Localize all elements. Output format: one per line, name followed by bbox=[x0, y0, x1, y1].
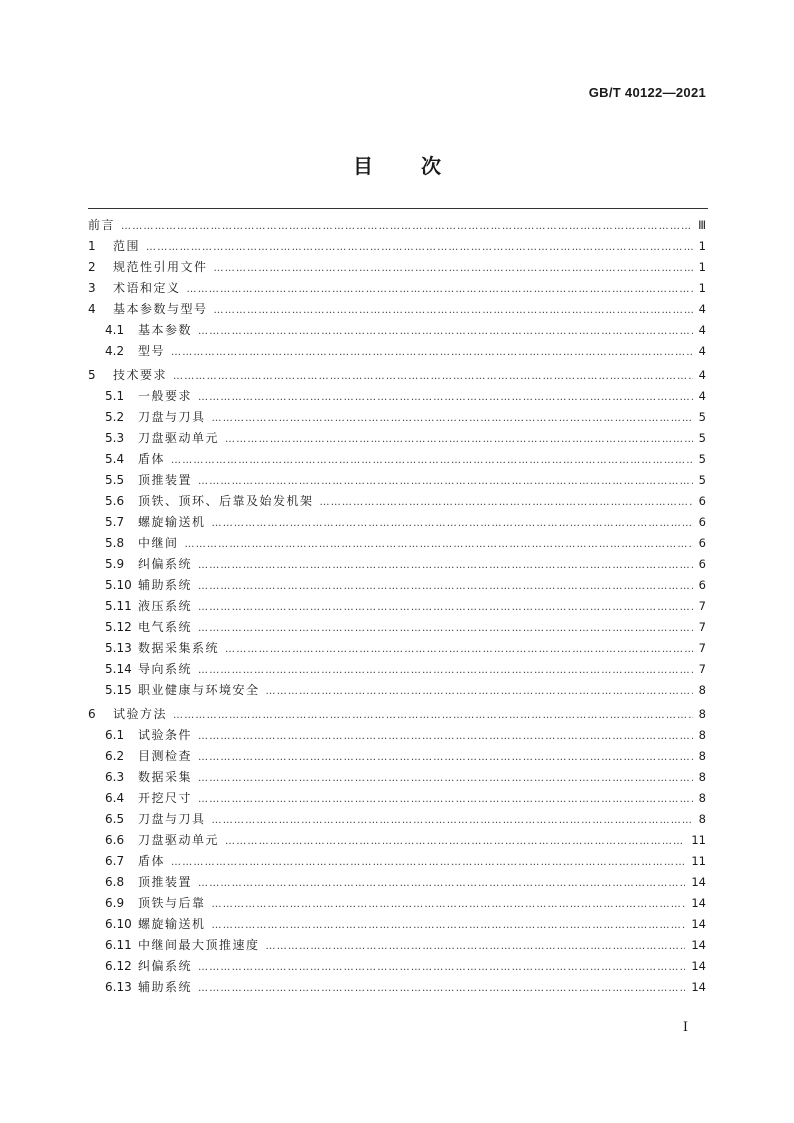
toc-entry-page: 4 bbox=[698, 389, 706, 403]
toc-entry-number: 5.2 bbox=[105, 410, 125, 424]
toc-entry-number: 6.8 bbox=[105, 875, 125, 889]
toc-entry[interactable] bbox=[88, 450, 706, 471]
toc-entry-title: 目测检查 bbox=[138, 749, 193, 763]
dot-leader bbox=[198, 623, 693, 634]
toc-entry[interactable] bbox=[88, 555, 706, 576]
toc-entry-page: 6 bbox=[698, 578, 706, 592]
toc-entry-title: 盾体 bbox=[138, 854, 166, 868]
toc-entry-page: 8 bbox=[698, 707, 706, 721]
dot-leader bbox=[198, 983, 685, 994]
toc-entry-title: 盾体 bbox=[138, 452, 166, 466]
toc-entry[interactable] bbox=[88, 810, 706, 831]
toc-entry-page: 6 bbox=[698, 515, 706, 529]
toc-entry[interactable] bbox=[88, 534, 706, 555]
dot-leader bbox=[198, 665, 693, 676]
toc-entry[interactable] bbox=[88, 681, 706, 702]
toc-entry-page: 1 bbox=[698, 260, 706, 274]
toc-entry-number: 5 bbox=[88, 368, 96, 382]
toc-entry-number: 5.9 bbox=[105, 557, 125, 571]
toc-entry[interactable] bbox=[88, 492, 706, 513]
dot-leader bbox=[198, 602, 693, 613]
toc-entry-page: 7 bbox=[698, 662, 706, 676]
dot-leader bbox=[198, 878, 685, 889]
toc-entry-number: 5.15 bbox=[105, 683, 132, 697]
toc-entry[interactable] bbox=[88, 258, 706, 279]
toc-entry-title: 辅助系统 bbox=[138, 980, 193, 994]
toc-entry-page: 8 bbox=[698, 791, 706, 805]
toc-entry-number: 6.7 bbox=[105, 854, 125, 868]
dot-leader bbox=[212, 518, 693, 529]
toc-entry-page: 7 bbox=[698, 620, 706, 634]
dot-leader bbox=[212, 920, 686, 931]
toc-entry[interactable] bbox=[88, 597, 706, 618]
dot-leader bbox=[225, 434, 693, 445]
dot-leader bbox=[185, 539, 693, 550]
toc-entry-title: 刀盘与刀具 bbox=[138, 410, 206, 424]
toc-entry-title: 规范性引用文件 bbox=[113, 260, 208, 274]
toc-entry[interactable] bbox=[88, 726, 706, 747]
toc-entry-page: 5 bbox=[698, 410, 706, 424]
toc-entry-title: 液压系统 bbox=[138, 599, 193, 613]
toc-entry-title: 基本参数 bbox=[138, 323, 193, 337]
dot-leader bbox=[198, 476, 693, 487]
dot-leader bbox=[198, 794, 693, 805]
toc-entry-page: 4 bbox=[698, 323, 706, 337]
toc-entry-title: 术语和定义 bbox=[113, 281, 181, 295]
toc-entry-number: 6.9 bbox=[105, 896, 125, 910]
toc-entry-page: 6 bbox=[698, 536, 706, 550]
toc-entry-title: 中继间最大顶推速度 bbox=[138, 938, 260, 952]
toc-entry-page: 11 bbox=[691, 833, 706, 847]
toc-entry-page: 8 bbox=[698, 812, 706, 826]
toc-entry-number: 5.3 bbox=[105, 431, 125, 445]
toc-entry-page: 6 bbox=[698, 494, 706, 508]
toc-entry-page: 11 bbox=[691, 854, 706, 868]
toc-entry[interactable] bbox=[88, 471, 706, 492]
toc-entry-title: 范围 bbox=[113, 239, 141, 253]
toc-entry-page: 14 bbox=[691, 938, 706, 952]
dot-leader bbox=[198, 560, 693, 571]
toc-entry-title: 一般要求 bbox=[138, 389, 193, 403]
toc-entry-number: 2 bbox=[88, 260, 96, 274]
toc-entry-title: 数据采集系统 bbox=[138, 641, 220, 655]
toc-entry-title: 辅助系统 bbox=[138, 578, 193, 592]
toc-entry-number: 5.8 bbox=[105, 536, 125, 550]
toc-entry-page: 8 bbox=[698, 749, 706, 763]
toc-entry-number: 4.1 bbox=[105, 323, 125, 337]
toc-entry-number: 5.7 bbox=[105, 515, 125, 529]
toc-entry-title: 开挖尺寸 bbox=[138, 791, 193, 805]
toc-entry-page: 8 bbox=[698, 770, 706, 784]
toc-entry-title: 中继间 bbox=[138, 536, 179, 550]
toc-entry-number: 4.2 bbox=[105, 344, 125, 358]
toc-entry-page: Ⅲ bbox=[698, 218, 706, 232]
toc-entry[interactable] bbox=[88, 936, 706, 957]
toc-entry-number: 6.3 bbox=[105, 770, 125, 784]
toc-entry[interactable] bbox=[88, 978, 706, 999]
title-char-2: 次 bbox=[421, 154, 441, 178]
dot-leader bbox=[198, 773, 693, 784]
toc-entry-title: 顶推装置 bbox=[138, 875, 193, 889]
toc-entry-page: 4 bbox=[698, 302, 706, 316]
toc-entry-title: 纠偏系统 bbox=[138, 557, 193, 571]
toc-entry-number: 6.11 bbox=[105, 938, 132, 952]
toc-entry[interactable] bbox=[88, 408, 706, 429]
dot-leader bbox=[212, 413, 693, 424]
toc-entry-number: 5.6 bbox=[105, 494, 125, 508]
toc-entry-page: 4 bbox=[698, 344, 706, 358]
dot-leader bbox=[173, 371, 693, 382]
toc-entry-title: 顶铁与后靠 bbox=[138, 896, 206, 910]
dot-leader bbox=[121, 221, 692, 232]
dot-leader bbox=[171, 857, 685, 868]
title-char-1: 目 bbox=[353, 154, 373, 178]
toc-entry-number: 5.12 bbox=[105, 620, 132, 634]
toc-entry-number: 1 bbox=[88, 239, 96, 253]
dot-leader bbox=[198, 392, 693, 403]
table-of-contents bbox=[88, 216, 706, 999]
toc-entry-title: 导向系统 bbox=[138, 662, 193, 676]
toc-entry-page: 7 bbox=[698, 599, 706, 613]
toc-entry[interactable] bbox=[88, 915, 706, 936]
toc-entry-number: 6.2 bbox=[105, 749, 125, 763]
toc-entry[interactable] bbox=[88, 387, 706, 408]
toc-entry-page: 8 bbox=[698, 683, 706, 697]
toc-entry-page: 1 bbox=[698, 239, 706, 253]
page-title bbox=[0, 150, 794, 179]
toc-entry[interactable] bbox=[88, 342, 706, 363]
toc-entry-number: 6.13 bbox=[105, 980, 132, 994]
dot-leader bbox=[198, 581, 693, 592]
standard-number: GB/T 40122—2021 bbox=[588, 85, 706, 100]
toc-entry-title: 顶铁、顶环、后靠及始发机架 bbox=[138, 494, 314, 508]
toc-entry-page: 5 bbox=[698, 431, 706, 445]
dot-leader bbox=[225, 836, 685, 847]
dot-leader bbox=[187, 284, 693, 295]
toc-entry-title: 技术要求 bbox=[113, 368, 168, 382]
toc-entry-page: 5 bbox=[698, 473, 706, 487]
toc-entry-number: 6.1 bbox=[105, 728, 125, 742]
toc-entry[interactable] bbox=[88, 216, 706, 237]
toc-entry-page: 7 bbox=[698, 641, 706, 655]
toc-entry-number: 5.13 bbox=[105, 641, 132, 655]
dot-leader bbox=[225, 644, 693, 655]
toc-entry[interactable] bbox=[88, 894, 706, 915]
toc-entry-number: 5.1 bbox=[105, 389, 125, 403]
toc-entry-title: 刀盘与刀具 bbox=[138, 812, 206, 826]
toc-entry[interactable] bbox=[88, 747, 706, 768]
toc-entry-page: 8 bbox=[698, 728, 706, 742]
toc-entry-page: 6 bbox=[698, 557, 706, 571]
toc-entry[interactable] bbox=[88, 618, 706, 639]
toc-entry[interactable] bbox=[88, 639, 706, 660]
toc-entry-page: 14 bbox=[691, 980, 706, 994]
dot-leader bbox=[320, 497, 693, 508]
dot-leader bbox=[198, 731, 693, 742]
page-number: I bbox=[682, 1020, 688, 1035]
toc-entry[interactable] bbox=[88, 957, 706, 978]
dot-leader bbox=[198, 752, 693, 763]
toc-entry-number: 5.10 bbox=[105, 578, 132, 592]
toc-entry[interactable] bbox=[88, 768, 706, 789]
dot-leader bbox=[212, 899, 686, 910]
toc-entry[interactable] bbox=[88, 660, 706, 681]
toc-entry-number: 5.4 bbox=[105, 452, 125, 466]
toc-entry[interactable] bbox=[88, 237, 706, 258]
dot-leader bbox=[212, 815, 693, 826]
toc-entry-title: 螺旋输送机 bbox=[138, 917, 206, 931]
toc-entry[interactable] bbox=[88, 705, 706, 726]
toc-entry[interactable] bbox=[88, 513, 706, 534]
toc-entry[interactable] bbox=[88, 873, 706, 894]
toc-entry-title: 职业健康与环境安全 bbox=[138, 683, 260, 697]
toc-entry-page: 14 bbox=[691, 875, 706, 889]
dot-leader bbox=[266, 686, 693, 697]
toc-entry-title: 前言 bbox=[88, 218, 116, 232]
toc-entry[interactable] bbox=[88, 852, 706, 873]
toc-entry-page: 14 bbox=[691, 917, 706, 931]
toc-entry-number: 6.5 bbox=[105, 812, 125, 826]
toc-entry[interactable] bbox=[88, 831, 706, 852]
dot-leader bbox=[146, 242, 693, 253]
toc-entry-title: 螺旋输送机 bbox=[138, 515, 206, 529]
toc-entry-title: 纠偏系统 bbox=[138, 959, 193, 973]
toc-entry-title: 电气系统 bbox=[138, 620, 193, 634]
toc-entry-title: 数据采集 bbox=[138, 770, 193, 784]
toc-entry[interactable] bbox=[88, 576, 706, 597]
toc-entry-number: 6 bbox=[88, 707, 96, 721]
toc-entry-page: 1 bbox=[698, 281, 706, 295]
toc-entry-number: 5.14 bbox=[105, 662, 132, 676]
toc-entry-number: 5.5 bbox=[105, 473, 125, 487]
dot-leader bbox=[214, 305, 693, 316]
toc-entry-title: 刀盘驱动单元 bbox=[138, 431, 220, 445]
dot-leader bbox=[266, 941, 686, 952]
toc-entry-title: 基本参数与型号 bbox=[113, 302, 208, 316]
toc-entry[interactable] bbox=[88, 366, 706, 387]
toc-entry-page: 4 bbox=[698, 368, 706, 382]
toc-entry-number: 6.4 bbox=[105, 791, 125, 805]
toc-entry-page: 14 bbox=[691, 896, 706, 910]
header-divider bbox=[88, 208, 708, 209]
toc-entry-page: 14 bbox=[691, 959, 706, 973]
dot-leader bbox=[198, 326, 693, 337]
toc-entry[interactable] bbox=[88, 321, 706, 342]
toc-entry-title: 试验条件 bbox=[138, 728, 193, 742]
toc-entry-title: 试验方法 bbox=[113, 707, 168, 721]
toc-entry-number: 4 bbox=[88, 302, 96, 316]
toc-entry[interactable] bbox=[88, 279, 706, 300]
dot-leader bbox=[173, 710, 693, 721]
toc-entry[interactable] bbox=[88, 429, 706, 450]
toc-entry-number: 6.10 bbox=[105, 917, 132, 931]
toc-entry[interactable] bbox=[88, 789, 706, 810]
toc-entry-title: 型号 bbox=[138, 344, 166, 358]
dot-leader bbox=[198, 962, 685, 973]
toc-entry-number: 5.11 bbox=[105, 599, 132, 613]
toc-entry-number: 6.12 bbox=[105, 959, 132, 973]
dot-leader bbox=[171, 455, 693, 466]
toc-entry-number: 6.6 bbox=[105, 833, 125, 847]
dot-leader bbox=[171, 347, 693, 358]
toc-entry-title: 刀盘驱动单元 bbox=[138, 833, 220, 847]
toc-entry-number: 3 bbox=[88, 281, 96, 295]
toc-entry-title: 顶推装置 bbox=[138, 473, 193, 487]
dot-leader bbox=[214, 263, 693, 274]
toc-entry[interactable] bbox=[88, 300, 706, 321]
toc-entry-page: 5 bbox=[698, 452, 706, 466]
